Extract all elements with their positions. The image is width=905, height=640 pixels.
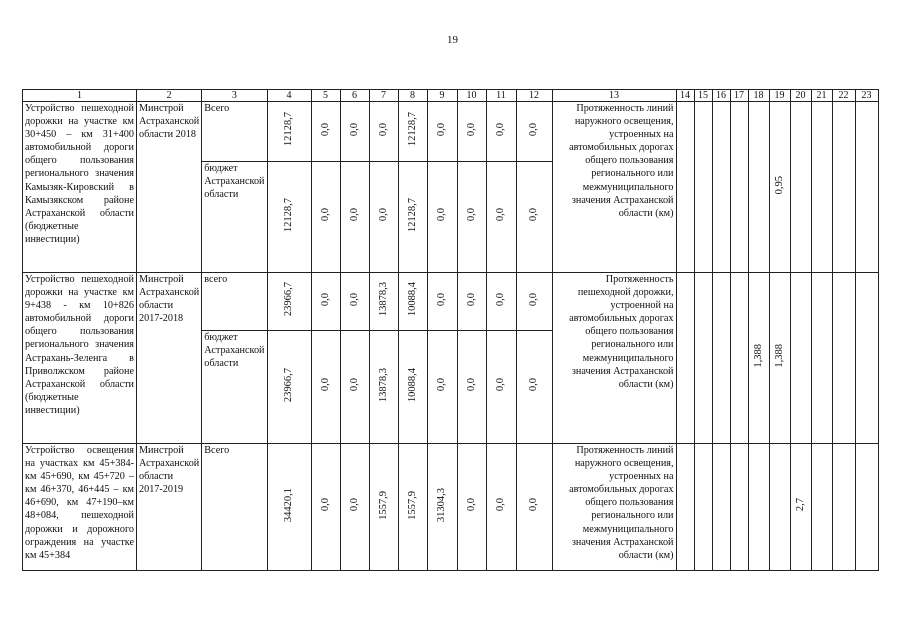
value-cell: 0,0: [465, 498, 477, 512]
col-header: 11: [486, 90, 516, 102]
value-cell: 0,0: [348, 208, 360, 222]
col-header: 8: [398, 90, 427, 102]
target-indicator: Протяженность пешеходной дорожки, устроенной на автомобильных дорогах общего пользования регионального или межмуниципального значения Астраханской области (км): [552, 273, 676, 444]
value-cell: 0,0: [465, 292, 477, 307]
col-header: 12: [516, 90, 552, 102]
col-header: 10: [457, 90, 486, 102]
header-row: [23, 90, 879, 102]
funding-source: Всего: [202, 102, 267, 162]
target-value: 1,388: [773, 344, 785, 368]
value-cell: 0,0: [319, 208, 331, 222]
col-header: 23: [855, 90, 878, 102]
value-cell: 13878,3: [377, 282, 389, 317]
target-value: 2,7: [794, 498, 806, 512]
value-cell: 0,0: [528, 122, 540, 137]
value-cell: 0,0: [348, 498, 360, 512]
value-cell: 0,0: [319, 122, 331, 137]
col-header: 3: [202, 90, 267, 102]
value-cell: 0,0: [465, 378, 477, 392]
value-cell: 0,0: [528, 498, 540, 512]
table-row: [23, 102, 879, 162]
value-cell: 0,0: [436, 208, 448, 222]
value-cell: 0,0: [436, 378, 448, 392]
event-name: Устройство пешеходной дорожки на участке км 9+438 - км 10+826 автомобильной дороги общего пользования регионального значения Астрахань-Зеленга в Приволжском районе Астраханской области (бюджетные инвестиции): [23, 273, 137, 444]
col-header: 15: [694, 90, 712, 102]
value-cell: 12128,7: [283, 197, 295, 233]
funding-source: всего: [202, 273, 267, 331]
value-cell: 0,0: [495, 122, 507, 137]
value-cell: 10088,4: [406, 367, 418, 403]
value-cell: 0,0: [495, 378, 507, 392]
col-header: 21: [811, 90, 832, 102]
value-cell: 0,0: [348, 122, 360, 137]
value-cell: 0,0: [495, 292, 507, 307]
table-row: [23, 444, 879, 571]
value-cell: 0,0: [436, 122, 448, 137]
col-header: 13: [552, 90, 676, 102]
funding-source: Всего: [202, 444, 267, 571]
funding-source: бюджет Астраханской области: [202, 331, 267, 444]
col-header: 16: [712, 90, 730, 102]
value-cell: 0,0: [465, 122, 477, 137]
col-header: 1: [23, 90, 137, 102]
value-cell: 12128,7: [406, 197, 418, 233]
funding-source: бюджет Астраханской области: [202, 162, 267, 273]
value-cell: 34420,1: [283, 487, 295, 523]
value-cell: 0,0: [528, 292, 540, 307]
value-cell: 13878,3: [377, 367, 389, 403]
value-cell: 1557,9: [377, 490, 389, 520]
target-indicator: Протяженность линий наружного освещения, устроенных на автомобильных дорогах общего пользования регионального или межмуниципального значения Астраханской области (км): [552, 102, 676, 273]
value-cell: 0,0: [319, 292, 331, 307]
target-indicator: Протяженность линий наружного освещения, устроенных на автомобильных дорогах общего пользования регионального или межмуниципального значения Астраханской области (км): [552, 444, 676, 571]
event-name: Устройство пешеходной дорожки на участке км 30+450 – км 31+400 автомобильной дороги общего пользования регионального значения Камызяк-Кировский в Камызякском районе Астраханской области (бюджетные инвестиции): [23, 102, 137, 273]
value-cell: 0,0: [348, 378, 360, 392]
target-value: 0,95: [773, 175, 785, 195]
col-header: 9: [427, 90, 457, 102]
value-cell: 0,0: [528, 208, 540, 222]
value-cell: 23966,7: [283, 282, 295, 317]
value-cell: 0,0: [377, 208, 389, 222]
col-header: 5: [311, 90, 340, 102]
value-cell: 0,0: [495, 498, 507, 512]
value-cell: 1557,9: [406, 490, 418, 520]
col-header: 4: [267, 90, 311, 102]
value-cell: 31304,3: [436, 487, 448, 523]
value-cell: 0,0: [319, 498, 331, 512]
target-value: 1,388: [752, 344, 764, 368]
page-number: 19: [447, 34, 458, 46]
col-header: 20: [790, 90, 811, 102]
value-cell: 12128,7: [406, 112, 418, 147]
value-cell: 0,0: [377, 122, 389, 137]
value-cell: 12128,7: [283, 112, 295, 147]
value-cell: 0,0: [528, 378, 540, 392]
col-header: 18: [748, 90, 769, 102]
value-cell: 0,0: [348, 292, 360, 307]
col-header: 17: [730, 90, 748, 102]
responsible-org: Минстрой Астраханской области 2018: [137, 102, 202, 273]
col-header: 2: [137, 90, 202, 102]
col-header: 14: [676, 90, 694, 102]
col-header: 22: [832, 90, 855, 102]
value-cell: 0,0: [319, 378, 331, 392]
value-cell: 0,0: [436, 292, 448, 307]
col-header: 19: [769, 90, 790, 102]
event-name: Устройство освещения на участках км 45+384-км 45+690, км 45+720 – км 46+370, 46+445 – км 46+690, км 47+190–км 48+084, пешеходной дорожки и дорожного ограждения на участке км 45+384: [23, 444, 137, 571]
responsible-org: Минстрой Астраханской области 2017-2019: [137, 444, 202, 571]
value-cell: 23966,7: [283, 367, 295, 403]
col-header: 6: [340, 90, 369, 102]
responsible-org: Минстрой Астраханской области 2017-2018: [137, 273, 202, 444]
value-cell: 10088,4: [406, 282, 418, 317]
value-cell: 0,0: [465, 208, 477, 222]
value-cell: 0,0: [495, 208, 507, 222]
table-row: [23, 273, 879, 331]
program-table: [22, 89, 879, 571]
col-header: 7: [369, 90, 398, 102]
